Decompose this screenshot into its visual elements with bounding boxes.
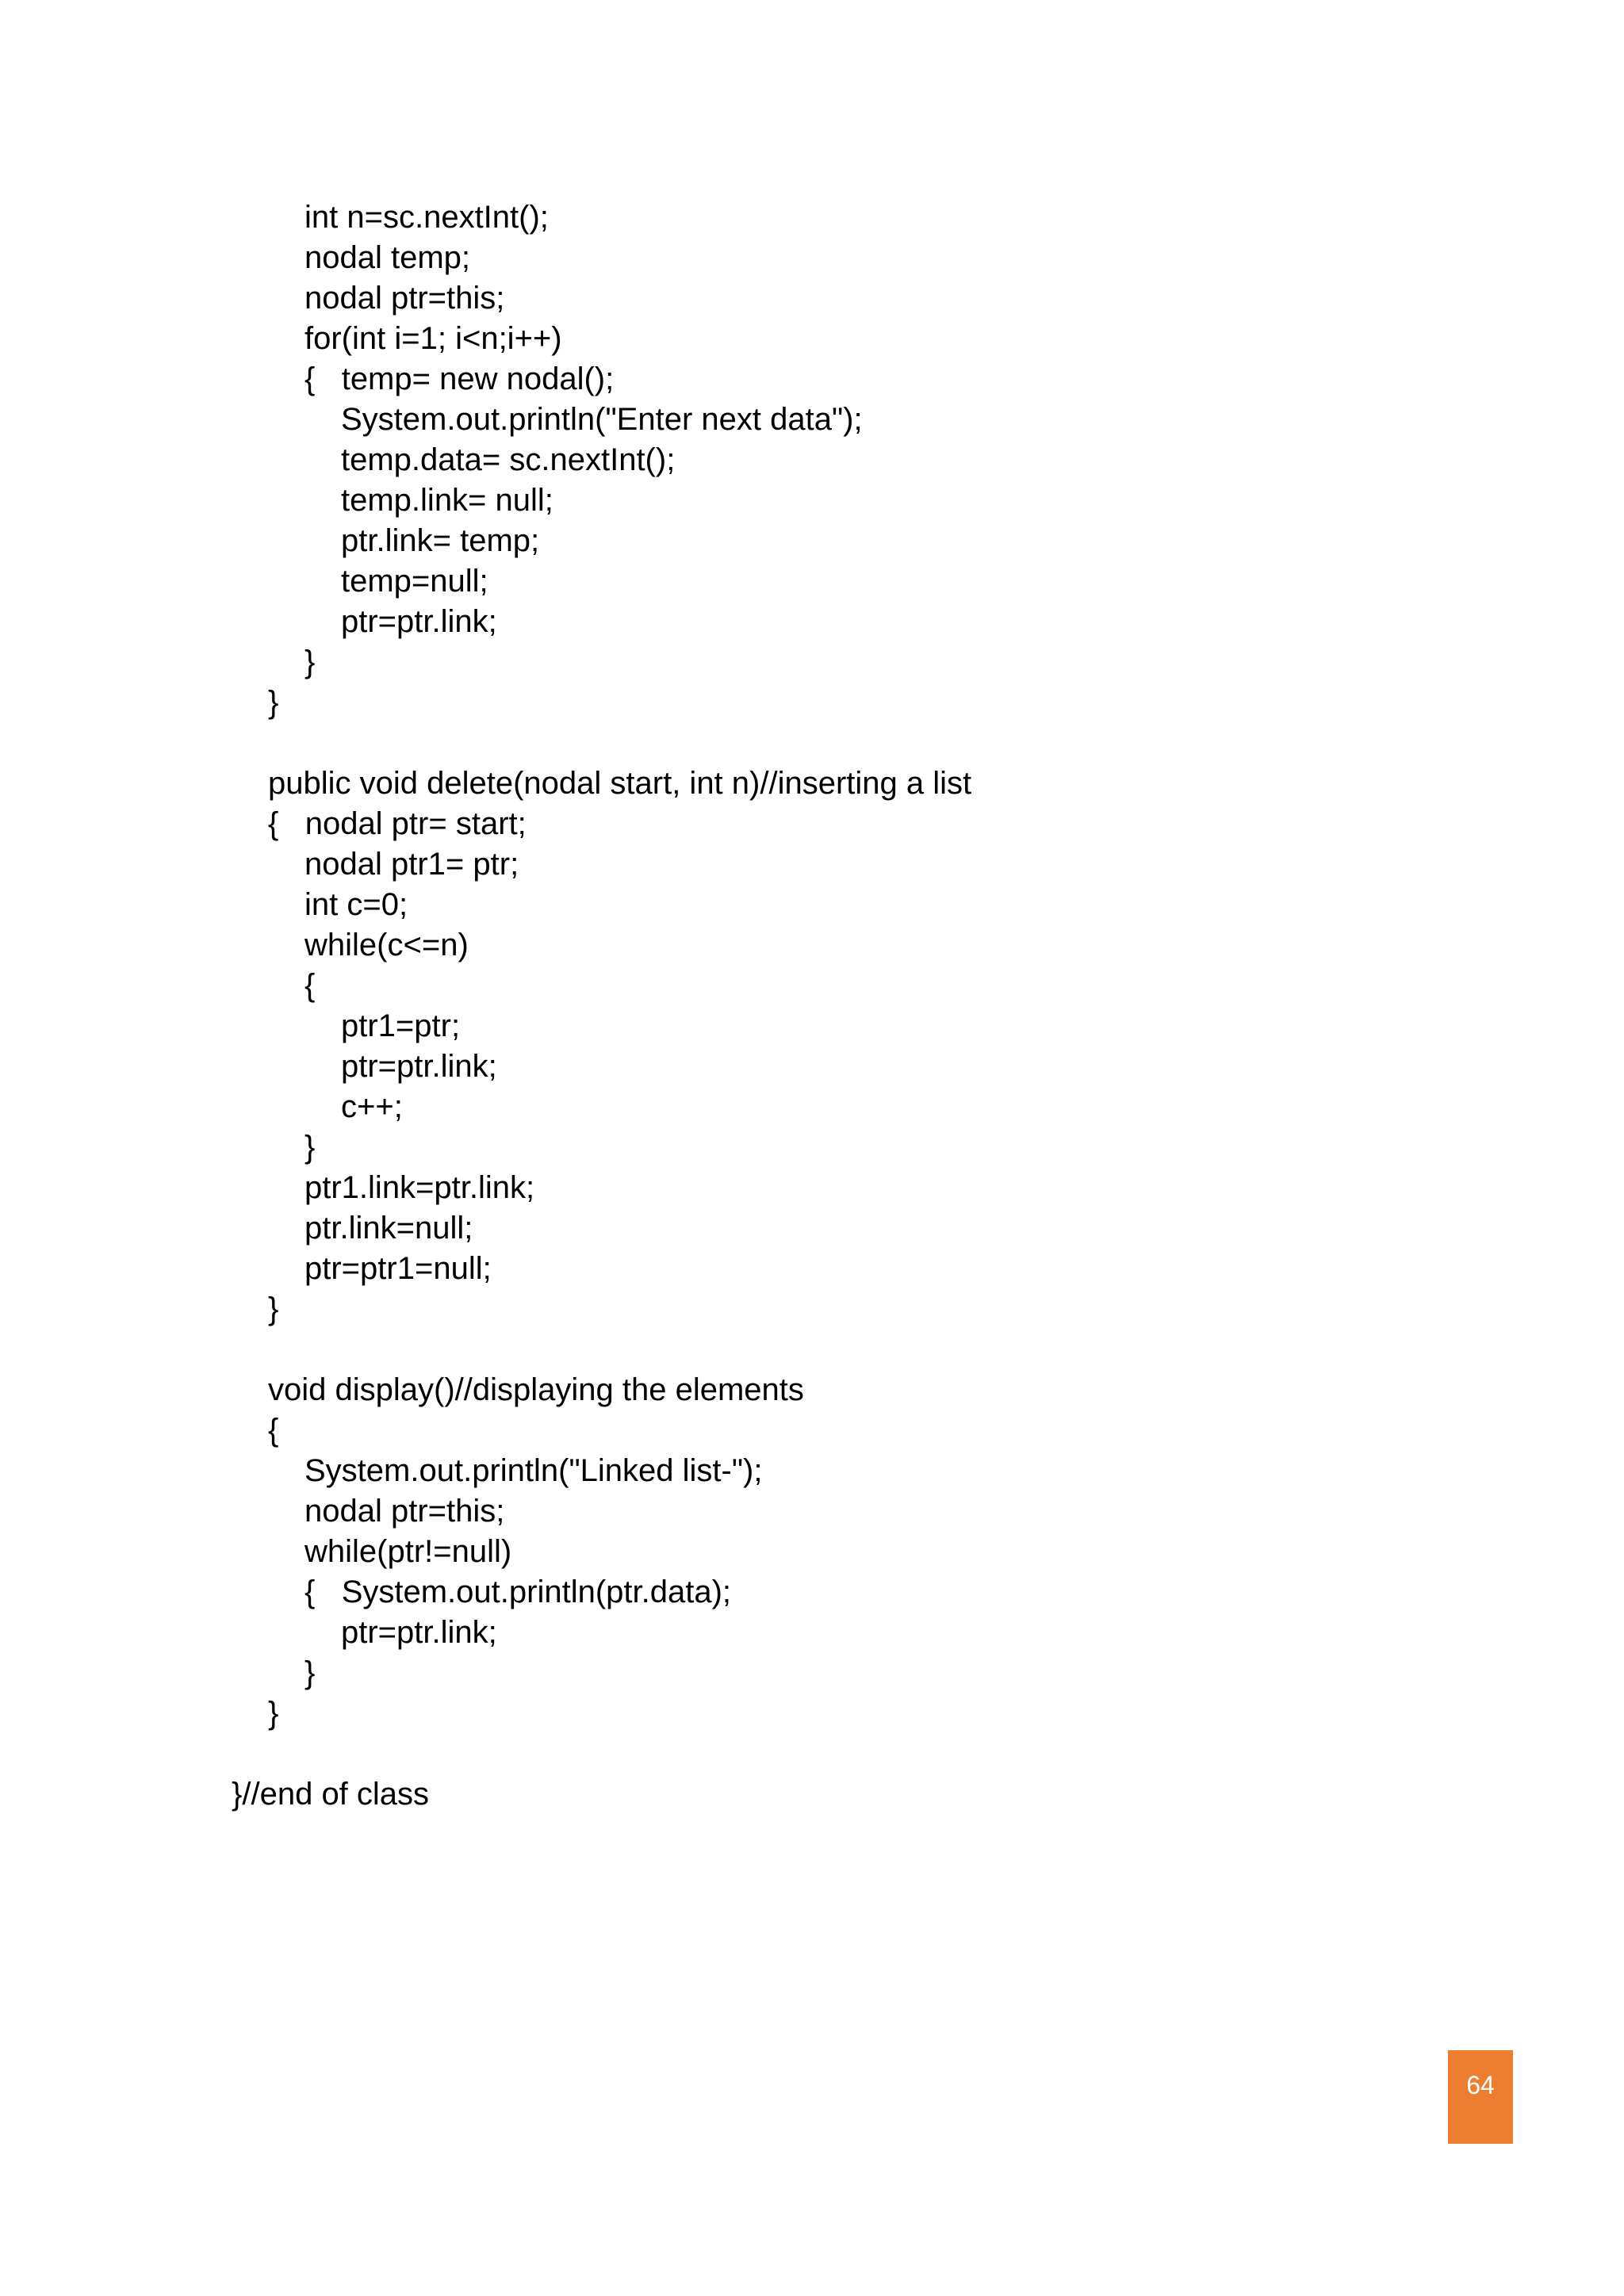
code-line: nodal temp; [304, 240, 471, 275]
code-line: { System.out.println(ptr.data); [304, 1575, 732, 1609]
code-line: int c=0; [304, 887, 408, 922]
code-line: } [268, 1696, 279, 1731]
code-line: System.out.println("Linked list-"); [304, 1453, 763, 1488]
code-line: ptr=ptr.link; [341, 1049, 497, 1084]
code-line: { nodal ptr= start; [268, 806, 527, 841]
code-line: ptr.link=null; [304, 1211, 473, 1246]
code-line: void display()//displaying the elements [268, 1372, 804, 1407]
code-line: }//end of class [232, 1777, 430, 1812]
code-line: c++; [341, 1089, 403, 1124]
code-line: nodal ptr1= ptr; [304, 847, 519, 882]
code-line: } [304, 1655, 316, 1690]
code-line: nodal ptr=this; [304, 281, 505, 316]
code-line: ptr.link= temp; [341, 523, 540, 558]
code-line: ptr1.link=ptr.link; [304, 1170, 535, 1205]
code-line: } [304, 1130, 316, 1165]
code-line: { temp= new nodal(); [304, 362, 615, 396]
code-line: int n=sc.nextInt(); [304, 200, 549, 235]
page-number-badge: 64 [1448, 2050, 1513, 2144]
code-line: System.out.println("Enter next data"); [341, 402, 863, 437]
code-line: nodal ptr=this; [304, 1494, 505, 1529]
code-line: temp.data= sc.nextInt(); [341, 442, 676, 477]
code-line: } [268, 1292, 279, 1326]
code-line: { [304, 968, 316, 1003]
code-line: ptr1=ptr; [341, 1008, 461, 1043]
code-line: ptr=ptr.link; [341, 1615, 497, 1650]
code-line: temp.link= null; [341, 483, 553, 518]
code-line: while(c<=n) [304, 928, 469, 962]
code-line: } [268, 685, 279, 720]
code-line: while(ptr!=null) [304, 1534, 512, 1569]
code-line: ptr=ptr.link; [341, 604, 497, 639]
code-line: temp=null; [341, 564, 488, 599]
code-line: public void delete(nodal start, int n)//inserting a list [268, 766, 972, 801]
code-line: } [304, 645, 316, 679]
code-line: { [268, 1413, 279, 1448]
code-line: ptr=ptr1=null; [304, 1251, 492, 1286]
code-line: for(int i=1; i<n;i++) [304, 321, 562, 356]
